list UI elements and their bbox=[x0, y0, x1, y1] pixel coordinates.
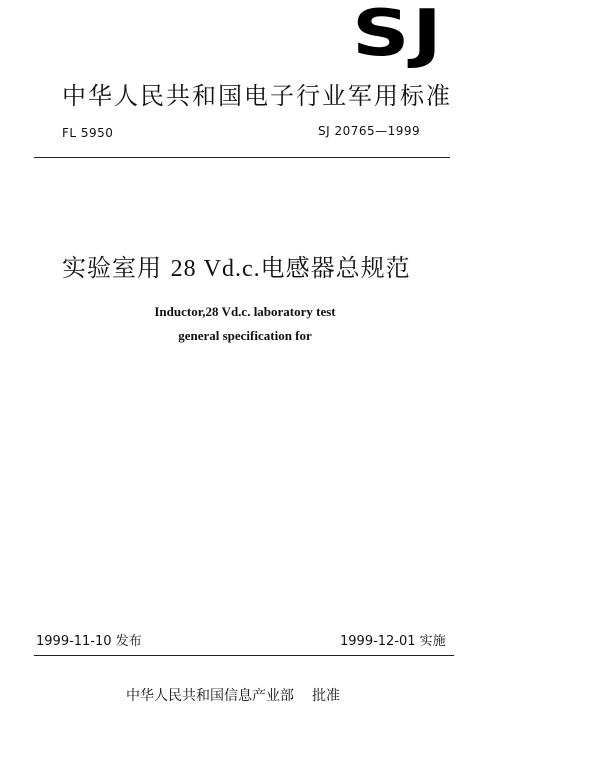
issue-date: 1999-11-10 发布 bbox=[36, 634, 142, 649]
document-title-english-line1: Inductor,28 Vd.c. laboratory test bbox=[154, 304, 336, 319]
document-title-english-line2: general specification for bbox=[178, 328, 312, 343]
sj-logo: SJ bbox=[352, 0, 445, 71]
standard-category-title: 中华人民共和国电子行业军用标准 bbox=[62, 82, 452, 110]
title-suffix: 电感器总规范 bbox=[260, 254, 411, 282]
footer-divider bbox=[34, 655, 454, 656]
document-title-chinese bbox=[62, 248, 411, 283]
implementation-date: 1999-12-01 实施 bbox=[340, 634, 446, 649]
title-voltage: 28 Vd.c. bbox=[170, 256, 261, 282]
approver-name: 中华人民共和国信息产业部 bbox=[126, 688, 294, 704]
classification-code: FL 5950 bbox=[62, 126, 114, 140]
title-prefix: 实验室用 bbox=[62, 254, 171, 282]
standard-number: SJ 20765—1999 bbox=[318, 124, 421, 138]
header-divider bbox=[34, 157, 450, 158]
approval-word: 批准 bbox=[312, 688, 340, 704]
approving-authority bbox=[126, 685, 340, 705]
